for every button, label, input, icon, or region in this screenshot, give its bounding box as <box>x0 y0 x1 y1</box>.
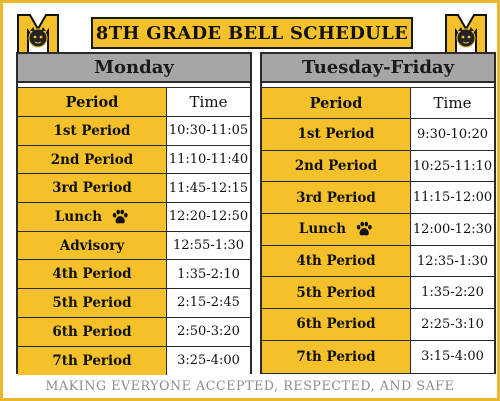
table-row <box>262 119 494 151</box>
period-cell <box>18 174 167 202</box>
period-cell <box>18 232 167 260</box>
school-motto: MAKING EVERYONE ACCEPTED, RESPECTED, AND SAFE <box>45 378 455 393</box>
column-header-period: Period <box>18 88 167 116</box>
time-cell: 2:50-3:20 <box>167 318 250 346</box>
time-cell: 11:15-12:00 <box>411 182 494 213</box>
time-cell: 3:25-4:00 <box>167 347 250 376</box>
time-cell: 2:15-2:45 <box>167 289 250 317</box>
paw-icon <box>355 220 373 238</box>
table-row <box>18 174 250 203</box>
period-label: 2nd Period <box>50 151 134 168</box>
period-label: 6th Period <box>52 323 132 340</box>
table-row <box>18 289 250 318</box>
monday-table <box>18 87 250 375</box>
table-row <box>262 151 494 183</box>
table-row <box>262 214 494 246</box>
table-header-row <box>18 88 250 117</box>
time-cell: 9:30-10:20 <box>411 119 494 150</box>
time-cell: 12:00-12:30 <box>411 214 494 245</box>
period-label: 1st Period <box>297 126 375 143</box>
period-label: 3rd Period <box>52 180 132 197</box>
time-cell: 1:35-2:10 <box>167 260 250 288</box>
table-header-row <box>262 88 494 119</box>
column-header-time: Time <box>411 88 494 118</box>
period-label: Advisory <box>59 237 125 254</box>
time-cell: 11:10-11:40 <box>167 146 250 174</box>
column-header-time: Time <box>167 88 250 116</box>
period-cell <box>262 119 411 150</box>
monday-schedule <box>16 52 252 374</box>
column-header-period: Period <box>262 88 411 118</box>
period-label: 3rd Period <box>296 189 376 206</box>
period-cell <box>262 182 411 213</box>
period-cell <box>18 203 167 231</box>
table-row <box>262 182 494 214</box>
time-cell: 1:35-2:20 <box>411 277 494 308</box>
period-cell <box>262 309 411 340</box>
time-cell: 12:35-1:30 <box>411 246 494 277</box>
page-title: 8TH GRADE BELL SCHEDULE <box>91 17 413 49</box>
period-cell <box>18 289 167 317</box>
paw-icon <box>111 208 129 226</box>
table-row <box>262 246 494 278</box>
period-label: 4th Period <box>296 253 376 270</box>
table-row <box>18 318 250 347</box>
period-cell <box>18 117 167 145</box>
time-cell: 3:15-4:00 <box>411 341 494 373</box>
time-cell: 10:25-11:10 <box>411 151 494 182</box>
period-cell <box>262 151 411 182</box>
tuesday-friday-heading: Tuesday-Friday <box>262 54 494 83</box>
period-label: 5th Period <box>52 294 132 311</box>
period-label: 6th Period <box>296 316 376 333</box>
period-cell <box>18 260 167 288</box>
period-cell <box>262 214 411 245</box>
mascot-logo-icon <box>444 11 488 57</box>
table-row <box>18 260 250 289</box>
table-row <box>18 146 250 175</box>
period-cell <box>18 347 167 376</box>
time-cell: 12:55-1:30 <box>167 232 250 260</box>
period-label: Lunch <box>298 221 347 238</box>
period-label: 2nd Period <box>294 158 378 175</box>
period-label: 7th Period <box>52 352 132 369</box>
period-label: 7th Period <box>296 348 376 365</box>
period-label: Lunch <box>54 208 103 225</box>
period-cell <box>18 318 167 346</box>
time-cell: 12:20-12:50 <box>167 203 250 231</box>
period-label: 1st Period <box>53 122 131 139</box>
tuesday-friday-table <box>262 87 494 373</box>
period-cell <box>262 277 411 308</box>
table-row <box>18 203 250 232</box>
time-cell: 2:25-3:10 <box>411 309 494 340</box>
table-row <box>262 309 494 341</box>
period-label: 4th Period <box>52 266 132 283</box>
period-label: 5th Period <box>296 284 376 301</box>
monday-heading: Monday <box>18 54 250 83</box>
mascot-logo-icon <box>16 11 60 57</box>
table-row <box>18 347 250 376</box>
time-cell: 11:45-12:15 <box>167 174 250 202</box>
table-row <box>18 232 250 261</box>
period-cell <box>262 246 411 277</box>
table-row <box>262 277 494 309</box>
tuesday-friday-schedule <box>260 52 496 374</box>
table-row <box>18 117 250 146</box>
period-cell <box>18 146 167 174</box>
period-cell <box>262 341 411 373</box>
time-cell: 10:30-11:05 <box>167 117 250 145</box>
table-row <box>262 341 494 373</box>
